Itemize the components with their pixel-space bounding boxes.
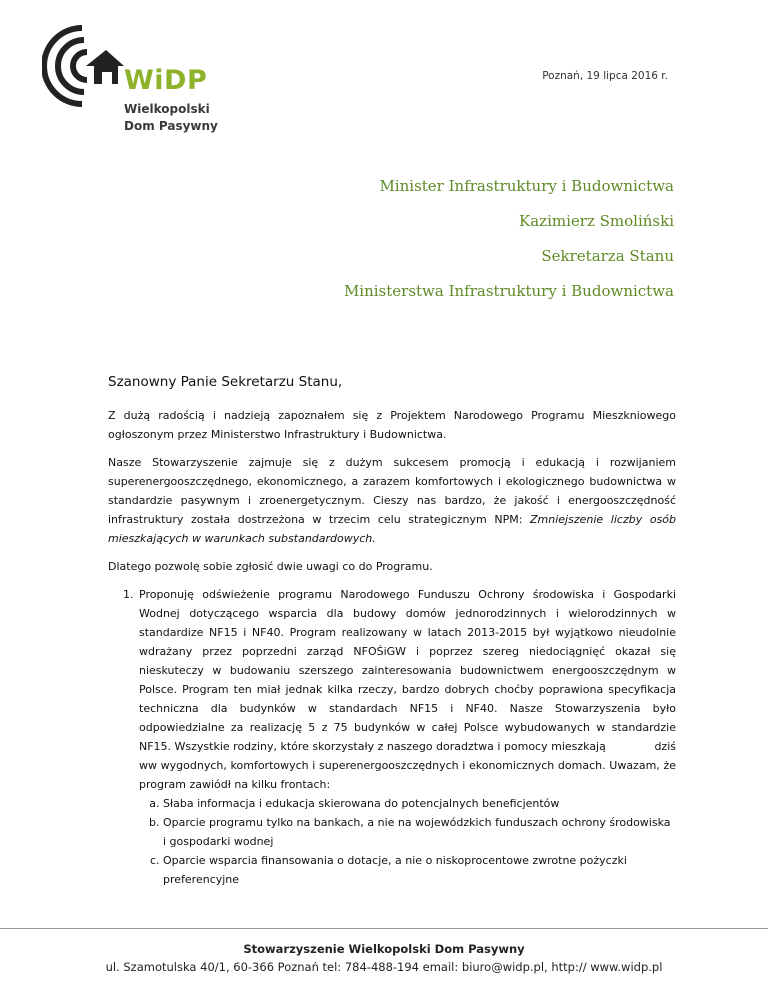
item-text-cont: ww wygodnych, komfortowych i superenergooszczędnych i ekonomicznych domach. Uwazam, że program zawiódł na kilku frontach: bbox=[139, 759, 676, 791]
footer-divider bbox=[0, 928, 768, 929]
recipient-line: Minister Infrastruktury i Budownictwa bbox=[379, 177, 674, 195]
house-arc-logo-icon bbox=[42, 20, 128, 116]
paragraph-intro: Z dużą radością i nadzieją zapoznałem się z Projektem Narodowego Programu Mieszkniowego ogłoszonym przez Ministerstwo Infrastruktury i Budownictwa. bbox=[108, 409, 676, 441]
sub-list-item: c. Oparcie wsparcia finansowania o dotacje, a nie o niskoprocentowe zwrotne pożyczki preferencyjne bbox=[163, 851, 676, 889]
logo-subtitle: Wielkopolski Dom Pasywny bbox=[124, 102, 218, 133]
italic-goal: Zmniejszenie liczby osób mieszkających w warunkach substandardowych. bbox=[108, 513, 677, 545]
letter-body bbox=[108, 373, 676, 889]
list-item bbox=[137, 585, 676, 889]
paragraph-remarks: Dlatego pozwolę sobie zgłosić dwie uwagi co do Programu. bbox=[108, 560, 433, 573]
logo-wordmark: WiDP bbox=[124, 65, 208, 96]
letter-date: Poznań, 19 lipca 2016 r. bbox=[542, 70, 668, 82]
footer-address: ul. Szamotulska 40/1, 60-366 Poznań tel: 784-488-194 email: biuro@widp.pl, http:// www.widp.pl bbox=[105, 960, 663, 974]
sub-list-item: b. Oparcie programu tylko na bankach, a nie na wojewódzkich funduszach ochrony środowiska i gospodarki wodnej bbox=[163, 813, 676, 851]
remarks-list bbox=[108, 585, 676, 889]
recipient-line: Sekretarza Stanu bbox=[541, 247, 674, 265]
recipient-line: Kazimierz Smoliński bbox=[519, 212, 674, 230]
paragraph-association bbox=[108, 453, 676, 548]
paragraph-text: Nasze Stowarzyszenie zajmuje się z dużym sukcesem promocją i edukacją i rozwijaniem superenergooszczędnego, ekonomicznego, a zarazem komfortowych i ekologicznego budownictwa w standardzie pasywnym i zroenergetycznym. Cieszy nas bardzo, że jakość i energooszczędność infrastruktury została dostrzeżona w trzecim celu strategicznym NPM: bbox=[108, 456, 676, 526]
footer bbox=[0, 940, 768, 976]
footer-org: Stowarzyszenie Wielkopolski Dom Pasywny bbox=[243, 942, 525, 956]
greeting: Szanowny Panie Sekretarzu Stanu, bbox=[108, 374, 343, 390]
recipient-block bbox=[344, 176, 674, 316]
recipient-line: Ministerstwa Infrastruktury i Budownictwa bbox=[343, 282, 674, 300]
item-text-today: dziś bbox=[654, 740, 676, 753]
sub-list-item: a. Słaba informacja i edukacja skierowana do potencjalnych beneficjentów bbox=[163, 794, 676, 813]
item-text: Proponuję odświeżenie programu Narodowego Funduszu Ochrony środowiska i Gospodarki Wodnej dotyczącego wsparcia dla budowy domów jednorodzinnych i wielorodzinnych w standardize NF15 i NF40. Program realizowany w latach 2013-2015 był wyjątkowo nieudolnie wdrażany przez poprzedni zarząd NFOŚiGW i poprzez szereg niedociągnięć okazał się nieskuteczy w budowaniu szerszego zainteresowania budownictwem energooszczędnym w Polsce. Program ten miał jednak kilka rzeczy, bardzo dobrych choćby poprawiona specyfikacja techniczna dla budynków w standardach NF15 i NF40. Nasze Stowarzyszenia było odpowiedzialne za realizację 5 z 75 budynków w całej Polsce wybudowanych w standardzie NF15. Wszystkie rodziny, które skorzystały z naszego doradztwa i pomocy mieszkają bbox=[139, 588, 676, 753]
sub-list bbox=[139, 794, 676, 889]
logo bbox=[42, 20, 232, 140]
